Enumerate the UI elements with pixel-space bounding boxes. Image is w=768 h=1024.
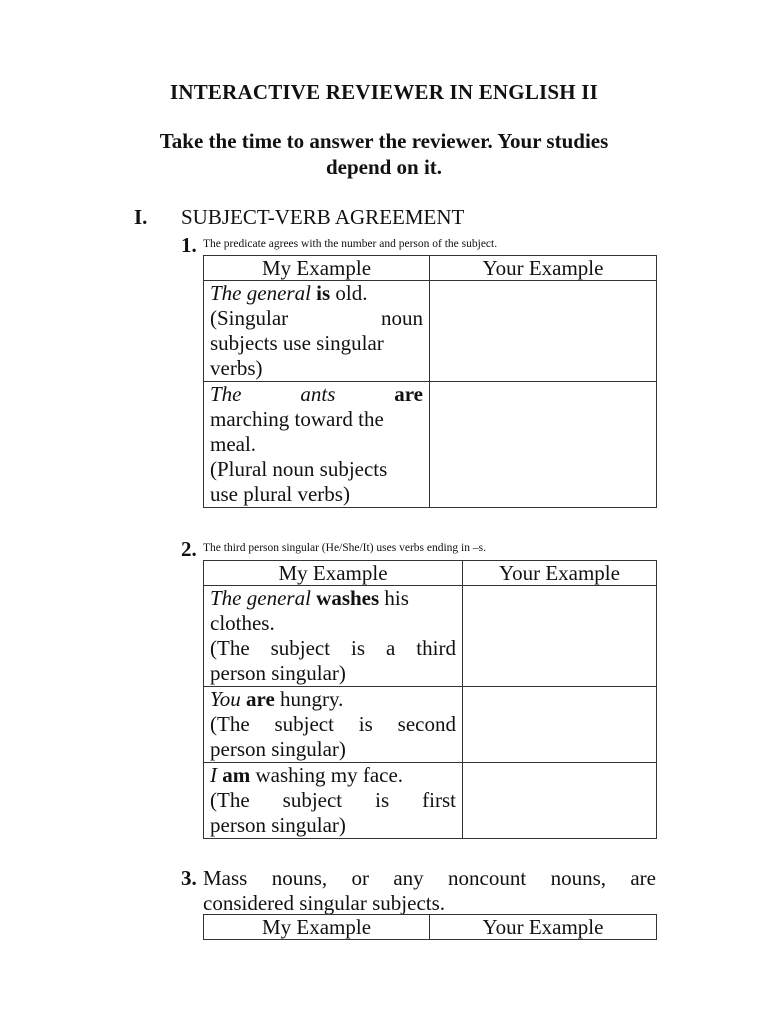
my-example-cell <box>204 687 463 763</box>
text-word: nouns, <box>550 866 606 890</box>
text-word: any <box>393 866 424 890</box>
note-word: subject <box>282 788 343 812</box>
your-example-cell[interactable] <box>463 586 657 687</box>
table-row <box>204 586 657 687</box>
item-2-number: 2. <box>181 537 197 561</box>
table-header-row <box>204 915 657 940</box>
example-sentence <box>210 586 456 611</box>
example-note-line <box>210 712 456 737</box>
note-word: first <box>422 788 456 812</box>
example-note-line: subjects use singular <box>210 331 384 355</box>
note-word: is <box>375 788 390 812</box>
example-sentence <box>210 763 456 788</box>
example-subject: The <box>210 382 242 406</box>
example-sentence-line: clothes. <box>210 611 275 635</box>
table-row <box>204 687 657 763</box>
subtitle-line-2: depend on it. <box>325 155 443 179</box>
example-note-line <box>210 636 456 661</box>
table-row <box>204 281 657 382</box>
example-rest: marching toward the <box>210 407 384 431</box>
table-row <box>204 382 657 508</box>
document-subtitle <box>100 128 668 180</box>
table-header-row <box>204 561 657 586</box>
example-note-line: use plural verbs) <box>210 482 350 506</box>
example-verb: are <box>246 687 275 711</box>
example-note-line: verbs) <box>210 356 263 380</box>
item-1-table <box>203 255 657 508</box>
example-note-line <box>210 788 456 813</box>
example-sentence-line: meal. <box>210 432 257 456</box>
your-example-cell[interactable] <box>463 687 657 763</box>
your-example-cell[interactable] <box>463 763 657 839</box>
table-header-row <box>204 256 657 281</box>
note-word: noun <box>381 306 423 330</box>
text-word: or <box>351 866 369 890</box>
example-note-line: person singular) <box>210 737 346 761</box>
item-1-number: 1. <box>181 233 197 257</box>
example-note-line: (Plural noun subjects <box>210 457 388 481</box>
example-rest: washing my face. <box>255 763 404 787</box>
example-sentence <box>210 382 423 407</box>
my-example-header: My Example <box>204 561 463 586</box>
note-word: subject <box>274 712 334 736</box>
example-note-line <box>210 306 423 331</box>
example-rest: old. <box>335 281 368 305</box>
note-word: a <box>386 636 396 660</box>
text-word: nouns, <box>271 866 328 890</box>
my-example-cell <box>204 586 463 687</box>
example-sentence <box>210 687 456 712</box>
note-word: (The <box>210 636 250 660</box>
your-example-header: Your Example <box>463 561 657 586</box>
note-word: (The <box>210 788 250 812</box>
my-example-cell <box>204 382 430 508</box>
document-title: INTERACTIVE REVIEWER IN ENGLISH II <box>169 80 599 104</box>
example-note-line: person singular) <box>210 661 346 685</box>
text-word: Mass <box>203 866 248 890</box>
item-3-text <box>203 866 656 916</box>
subtitle-line-1: Take the time to answer the reviewer. Your studies <box>159 129 609 153</box>
example-sentence-line <box>210 407 423 432</box>
my-example-header: My Example <box>204 915 430 940</box>
your-example-cell[interactable] <box>430 382 657 508</box>
example-sentence <box>210 281 423 306</box>
note-word: is <box>351 636 366 660</box>
section-number: I. <box>134 205 148 229</box>
text-word: noncount <box>448 866 527 890</box>
example-verb: is <box>316 281 331 305</box>
example-subject: ants <box>300 382 336 406</box>
table-row <box>204 763 657 839</box>
item-2-text: The third person singular (He/She/It) uses verbs ending in –s. <box>203 542 486 554</box>
item-3-table <box>203 914 657 940</box>
my-example-header: My Example <box>204 256 430 281</box>
item-3-text-line <box>203 866 656 891</box>
example-subject: You <box>210 687 241 711</box>
your-example-header: Your Example <box>430 915 657 940</box>
my-example-cell <box>204 281 430 382</box>
example-verb: washes <box>316 586 380 610</box>
note-word: third <box>416 636 456 660</box>
item-3-text-line: considered singular subjects. <box>203 891 446 915</box>
example-subject: I <box>210 763 217 787</box>
note-word: second <box>397 712 456 736</box>
note-word: (Singular <box>210 306 289 330</box>
text-word: are <box>630 866 656 890</box>
your-example-cell[interactable] <box>430 281 657 382</box>
example-note-line: person singular) <box>210 813 346 837</box>
your-example-header: Your Example <box>430 256 657 281</box>
item-3-number: 3. <box>181 866 197 890</box>
section-title: SUBJECT-VERB AGREEMENT <box>181 205 465 229</box>
item-1-text: The predicate agrees with the number and person of the subject. <box>203 238 498 250</box>
example-rest: his <box>384 586 409 610</box>
item-2-table <box>203 560 657 839</box>
example-verb: are <box>394 382 423 406</box>
example-rest: hungry. <box>280 687 344 711</box>
my-example-cell <box>204 763 463 839</box>
example-subject: The general <box>210 281 311 305</box>
note-word: is <box>358 712 373 736</box>
note-word: subject <box>270 636 331 660</box>
example-subject: The general <box>210 586 311 610</box>
note-word: (The <box>210 712 250 736</box>
example-verb: am <box>222 763 251 787</box>
